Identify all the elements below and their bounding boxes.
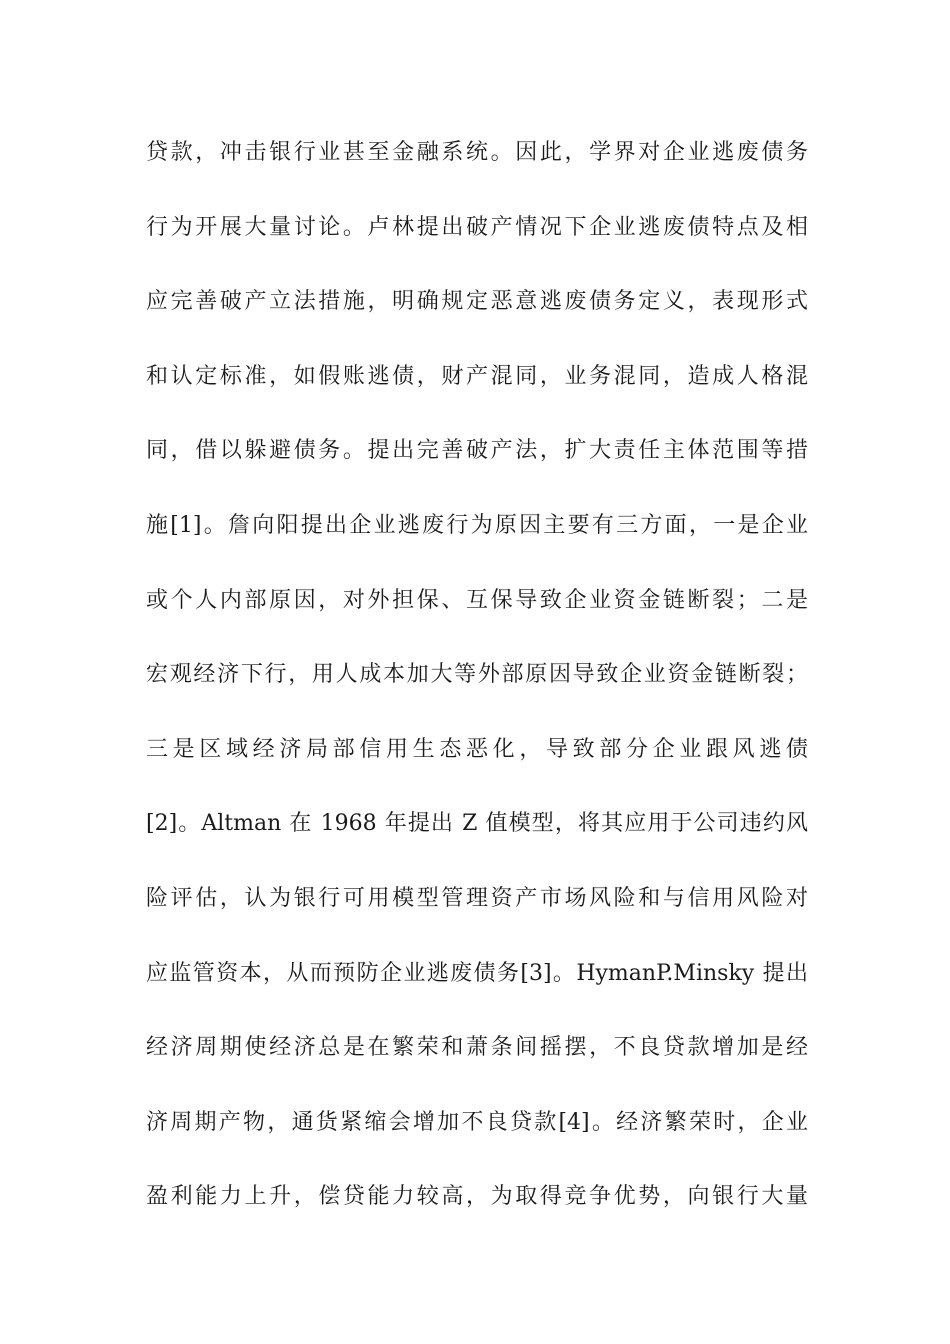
text-line: 应完善破产立法措施，明确规定恶意逃废债务定义，表现形式: [146, 289, 808, 315]
text-line: 或个人内部原因，对外担保、互保导致企业资金链断裂；二是: [146, 587, 808, 613]
text-line: 经济周期使经济总是在繁荣和萧条间摇摆，不良贷款增加是经: [146, 1035, 808, 1061]
body-text: [146, 134, 808, 1253]
text-line: 宏观经济下行，用人成本加大等外部原因导致企业资金链断裂；: [146, 662, 808, 688]
text-line: [2]。Altman 在 1968 年提出 Z 值模型，将其应用于公司违约风: [146, 811, 808, 837]
text-line: 险评估，认为银行可用模型管理资产市场风险和与信用风险对: [146, 885, 808, 911]
text-line: 行为开展大量讨论。卢林提出破产情况下企业逃废债特点及相: [146, 214, 808, 240]
text-line: 盈利能力上升，偿贷能力较高，为取得竞争优势，向银行大量: [146, 1184, 808, 1210]
text-line: 和认定标准，如假账逃债，财产混同，业务混同，造成人格混: [146, 363, 808, 389]
text-line: 三是区域经济局部信用生态恶化，导致部分企业跟风逃债: [146, 736, 808, 762]
text-line: 同，借以躲避债务。提出完善破产法，扩大责任主体范围等措: [146, 438, 808, 464]
text-line: 济周期产物，通货紧缩会增加不良贷款[4]。经济繁荣时，企业: [146, 1109, 808, 1135]
text-line: 贷款，冲击银行业甚至金融系统。因此，学界对企业逃废债务: [146, 140, 808, 165]
text-line: 应监管资本，从而预防企业逃废债务[3]。HymanP.Minsky 提出: [146, 960, 808, 986]
text-line: 施[1]。詹向阳提出企业逃废行为原因主要有三方面，一是企业: [146, 512, 808, 538]
